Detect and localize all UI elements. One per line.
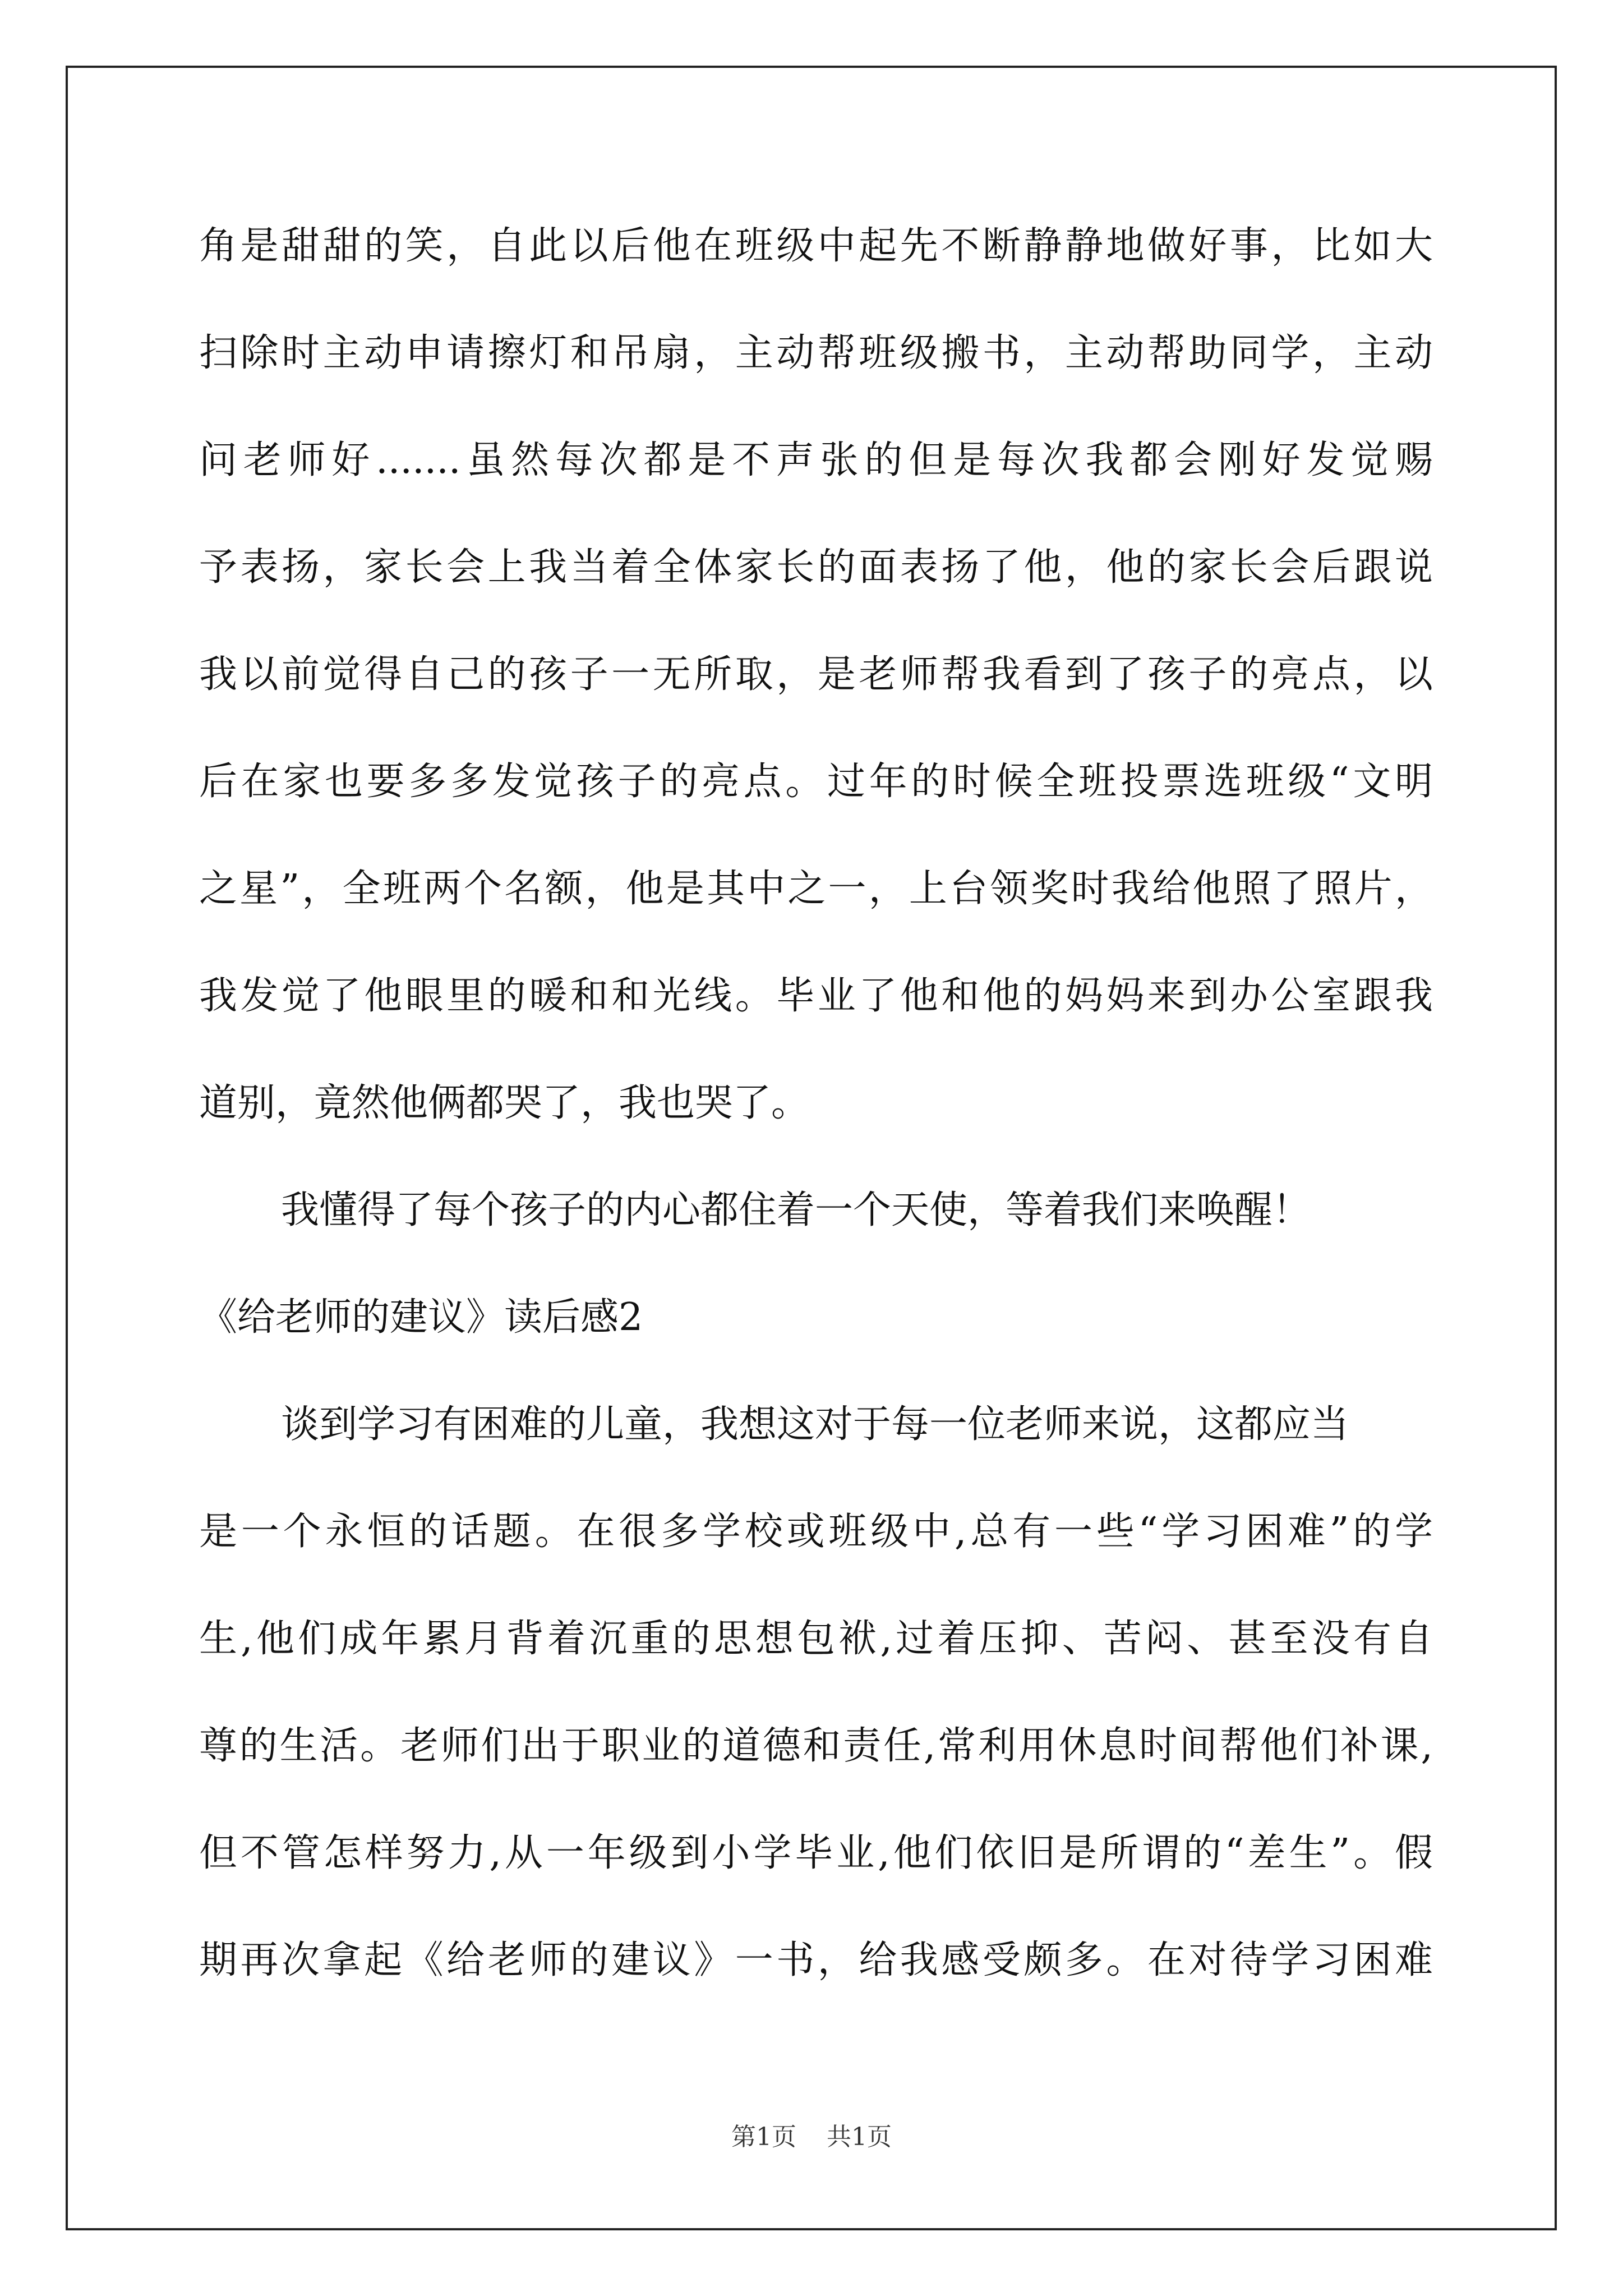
body-line-2: 扫除时主动申请擦灯和吊扇，主动帮班级搬书，主动帮助同学，主动 [199, 331, 1433, 375]
body-line-5: 我以前觉得自己的孩子一无所取，是老师帮我看到了孩子的亮点，以 [199, 652, 1433, 697]
body-line-7: 之星”，全班两个名额，他是其中之一，上台领奖时我给他照了照片， [199, 867, 1433, 911]
body-line-12: 谈到学习有困难的儿童，我想这对于每一位老师来说，这都应当 [281, 1402, 1349, 1447]
page-number: 第1页 [731, 2123, 796, 2151]
body-line-14: 生,他们成年累月背着沉重的思想包袱,过着压抑、苦闷、甚至没有自 [199, 1617, 1433, 1661]
section-heading: 《给老师的建议》读后感2 [199, 1295, 643, 1340]
body-line-4: 予表扬，家长会上我当着全体家长的面表扬了他，他的家长会后跟说 [199, 545, 1433, 590]
body-line-15: 尊的生活。老师们出于职业的道德和责任,常利用休息时间帮他们补课, [199, 1724, 1433, 1768]
body-line-3: 问老师好.......虽然每次都是不声张的但是每次我都会刚好发觉赐 [199, 438, 1433, 482]
body-line-6: 后在家也要多多发觉孩子的亮点。过年的时候全班投票选班级“文明 [199, 760, 1433, 804]
body-line-1: 角是甜甜的笑，自此以后他在班级中起先不断静静地做好事，比如大 [199, 224, 1433, 268]
document-body [199, 213, 1433, 2035]
body-line-8: 我发觉了他眼里的暖和和光线。毕业了他和他的妈妈来到办公室跟我 [199, 974, 1433, 1018]
page-footer [0, 2120, 1623, 2154]
body-line-9: 道别，竟然他俩都哭了，我也哭了。 [199, 1081, 810, 1125]
body-line-13: 是一个永恒的话题。在很多学校或班级中,总有一些“学习困难”的学 [199, 1510, 1433, 1554]
page-total: 共1页 [827, 2123, 892, 2151]
body-line-17: 期再次拿起《给老师的建议》一书，给我感受颇多。在对待学习困难 [199, 1938, 1433, 1982]
body-line-16: 但不管怎样努力,从一年级到小学毕业,他们依旧是所谓的“差生”。假 [199, 1831, 1433, 1875]
paragraph-line: 我懂得了每个孩子的内心都住着一个天使，等着我们来唤醒！ [281, 1188, 1311, 1232]
